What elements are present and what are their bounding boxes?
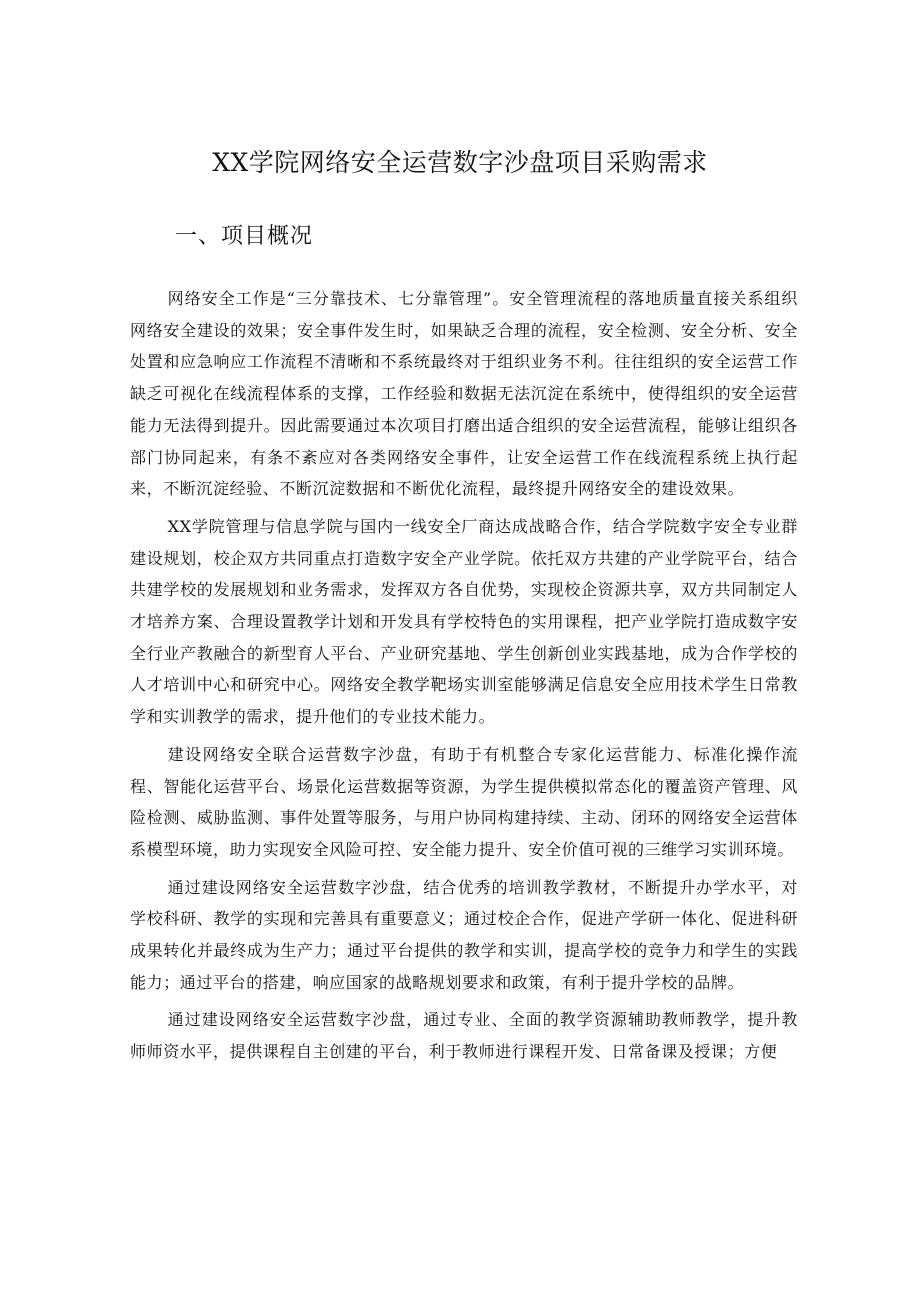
section-heading: 一、项目概况 (175, 224, 314, 249)
paragraph-1: 网络安全工作是“三分靠技术、七分靠管理”。安全管理流程的落地质量直接关系组织网络安全建设的效果；安全事件发生时，如果缺乏合理的流程，安全检测、安全分析、安全处置和应急响应工作流程不清晰和不系统最终对于组织业务不利。往往组织的安全运营工作缺乏可视化在线流程体系的支撑，工作经验和数据无法沉淀在系统中，使得组织的安全运营能力无法得到提升。因此需要通过本次项目打磨出适合组织的安全运营流程，能够让组织各部门协同起来，有条不紊应对各类网络安全事件，让安全运营工作在线流程系统上执行起来，不断沉淀经验、不断沉淀数据和不断优化流程，最终提升网络安全的建设效果。 (130, 289, 798, 499)
paragraph-3: 建设网络安全联合运营数字沙盘，有助于有机整合专家化运营能力、标准化操作流程、智能化运营平台、场景化运营数据等资源，为学生提供模拟常态化的覆盖资产管理、风险检测、威胁监测、事件处置等服务，与用户协同构建持续、主动、闭环的网络安全运营体系模型环境，助力实现安全风险可控、安全能力提升、安全价值可视的三维学习实训环境。 (130, 744, 798, 859)
paragraph-2: XX学院管理与信息学院与国内一线安全厂商达成战略合作，结合学院数字安全专业群建设规划，校企双方共同重点打造数字安全产业学院。依托双方共建的产业学院平台，结合共建学校的发展规划和业务需求，发挥双方各自优势，实现校企资源共享，双方共同制定人才培养方案、合理设置教学计划和开发具有学校特色的实用课程，把产业学院打造成数字安全行业产教融合的新型育人平台、产业研究基地、学生创新创业实践基地，成为合作学校的人才培训中心和研究中心。网络安全教学靶场实训室能够满足信息安全应用技术学生日常教学和实训教学的需求，提升他们的专业技术能力。 (130, 516, 798, 727)
document-title: XX学院网络安全运营数字沙盘项目采购需求 (212, 148, 708, 177)
paragraph-4: 通过建设网络安全运营数字沙盘，结合优秀的培训教学教材，不断提升办学水平，对学校科研、教学的实现和完善具有重要意义；通过校企合作，促进产学研一体化、促进科研成果转化并最终成为生产力；通过平台提供的教学和实训，提高学校的竞争力和学生的实践能力；通过平台的搭建，响应国家的战略规划要求和政策，有利于提升学校的品牌。 (130, 877, 798, 992)
document-body (130, 283, 798, 1074)
paragraph-5: 通过建设网络安全运营数字沙盘，通过专业、全面的教学资源辅助教师教学，提升教师师资水平，提供课程自主创建的平台，利于教师进行课程开发、日常备课及授课；方便 (130, 1010, 798, 1062)
